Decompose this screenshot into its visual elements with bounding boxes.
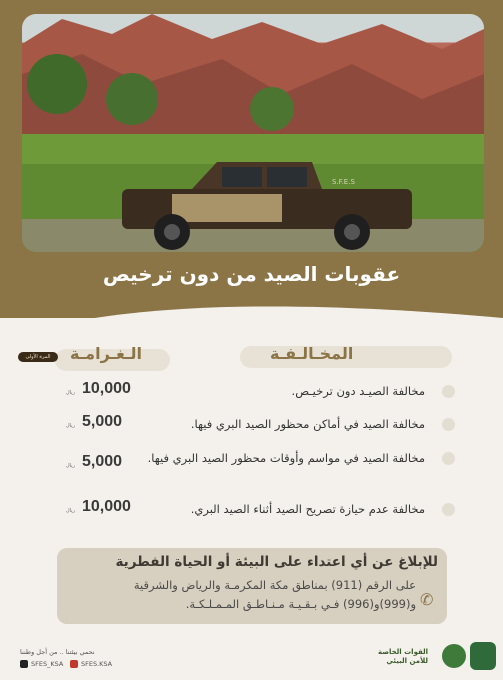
footer-slogan: نحمي بيئتنا .. من أجل وطننا bbox=[20, 648, 95, 656]
report-body: على الرقم (911) بمناطق مكة المكرمـة والرياض والشرقية و(999)و(996) فـي بـقـيـة مـنـاطـق المـمـلـكـة. bbox=[133, 578, 416, 611]
violation-text: مخالفة عدم حيازة تصريح الصيد أثناء الصيد البري. bbox=[190, 502, 425, 516]
currency-unit: ريال bbox=[66, 463, 75, 469]
fine-amount: 10,000 bbox=[82, 498, 131, 515]
currency-unit: ريال bbox=[66, 423, 75, 429]
hero-photo bbox=[22, 14, 484, 252]
ministry-emblem bbox=[470, 642, 496, 670]
table-row bbox=[0, 382, 503, 412]
violation-text: مخالفة الصيـد دون ترخيـص. bbox=[291, 384, 425, 398]
first-time-badge: المرة الأولى bbox=[18, 352, 58, 362]
violation-header: المخـالـفـة bbox=[270, 344, 354, 363]
fine-amount: 10,000 bbox=[82, 380, 131, 397]
row-bullet bbox=[442, 418, 455, 431]
phone-icon: ✆ bbox=[420, 590, 434, 609]
violation-text: مخالفة الصيد في مواسم وأوقات محظور الصيد البري فيها. bbox=[147, 451, 425, 465]
row-bullet bbox=[442, 452, 455, 465]
hero-illustration bbox=[22, 14, 484, 252]
org-name-line2: للأمن البيئي bbox=[386, 657, 429, 665]
org-name-line1: القوات الخاصة bbox=[378, 648, 429, 656]
violation-text: مخالفة الصيد في أماكن محظور الصيد البري فيها. bbox=[190, 417, 425, 431]
table-row bbox=[0, 415, 503, 445]
currency-unit: ريال bbox=[66, 390, 75, 396]
report-title: للإبلاغ عن أي اعتداء على البيئة أو الحياة الفطرية bbox=[115, 554, 438, 570]
vehicle-label: S.F.E.S bbox=[332, 178, 355, 186]
row-bullet bbox=[442, 385, 455, 398]
forces-emblem bbox=[442, 644, 466, 668]
org-name bbox=[378, 648, 428, 666]
footer-handle-youtube[interactable]: SFES.KSA bbox=[81, 660, 113, 668]
currency-unit: ريال bbox=[66, 508, 75, 514]
x-icon[interactable] bbox=[20, 660, 28, 668]
table-row bbox=[0, 449, 503, 489]
page-title: عقوبات الصيد من دون ترخيص bbox=[102, 262, 401, 286]
youtube-icon[interactable] bbox=[70, 660, 78, 668]
footer-handle-x[interactable]: SFES_KSA bbox=[31, 660, 64, 668]
row-bullet bbox=[442, 503, 455, 516]
fine-amount: 5,000 bbox=[82, 453, 123, 470]
fine-header: الـغـرامـة bbox=[70, 344, 142, 363]
table-row bbox=[0, 500, 503, 530]
fine-amount: 5,000 bbox=[82, 413, 123, 430]
